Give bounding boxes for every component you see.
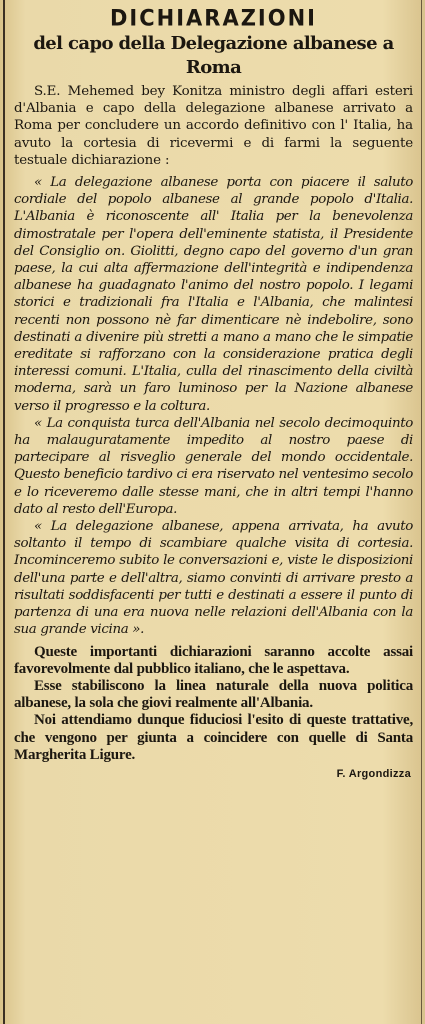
quote-paragraph-3: « La delegazione albanese, appena arrivata, ha avuto soltanto il tempo di scambiare qualche visita di cortesia. Incominceremo subito le conversazioni e, viste le disposizioni dell'una parte e dell'altra, siamo convinti di arrivare presto a risultati soddisfacenti per tutti e destinati a essere il punto di partenza di una era nuova nelle relazioni dell'Albania con la sua grande vicina ». — [14, 519, 413, 638]
quote-paragraph-2: « La conquista turca dell'Albania nel secolo decimoquinto ha malauguratamente impedito al nostro paese di partecipare al risveglio generale del mondo occidentale. Questo beneficio tardivo ci era riservato nel ventesimo secolo e lo riceveremo dalle stesse mani, che in altri tempi l'hanno dato al resto dell'Europa. — [14, 415, 413, 517]
lead-paragraph: S.E. Mehemed bey Konitza ministro degli affari esteri d'Albania e capo della delegazione albanese arrivato a Roma per concludere un accordo definitivo con l' Italia, ha avuto la cortesia di ricevermi e di farmi la seguente testuale dichiarazione : — [14, 84, 413, 168]
author-signature: F. Argondizza — [336, 767, 411, 780]
closing-paragraph-2: Esse stabiliscono la linea naturale della nuova politica albanese, la sola che giovi realmente all'Albania. — [14, 677, 413, 712]
subheadline: del capo della Delegazione albanese a Roma — [33, 33, 394, 78]
column-rule-left — [3, 0, 5, 1024]
closing-paragraph-3: Noi attendiamo dunque fiduciosi l'esito di queste trattative, che vengono per giunta a coincidere con quelle di Santa Margherita Ligure. — [14, 712, 413, 763]
headline: DICHIARAZIONI — [109, 5, 317, 31]
column-rule-right — [421, 0, 422, 1024]
quote-paragraph-1: « La delegazione albanese porta con piacere il saluto cordiale del popolo albanese al grande popolo d'Italia. L'Albania è riconoscente all' Italia per la benevolenza dimostratale per l'opera dell'eminente statista, il Presidente del Consiglio on. Giolitti, degno capo del governo d'un gran paese, la cui alta affermazione dell'integrità e indipendenza albanese ha guadagnato l'animo del nostro popolo. I legami storici e tradizionali fra l'Italia e l'Albania, che malintesi recenti non possono nè far dimenticare nè indebolire, sono destinati a divenire più stretti a mano a mano che le simpatie ereditate si rafforzano con la considerazione pratica degli interessi comuni. L'Italia, culla del rinascimento della civiltà moderna, sarà un faro luminoso per la Nazione albanese verso il progresso e la coltura. — [14, 175, 413, 414]
closing-paragraph-1: Queste importanti dichiarazioni saranno accolte assai favorevolmente dal pubblico italiano, che le aspettava. — [14, 643, 413, 677]
